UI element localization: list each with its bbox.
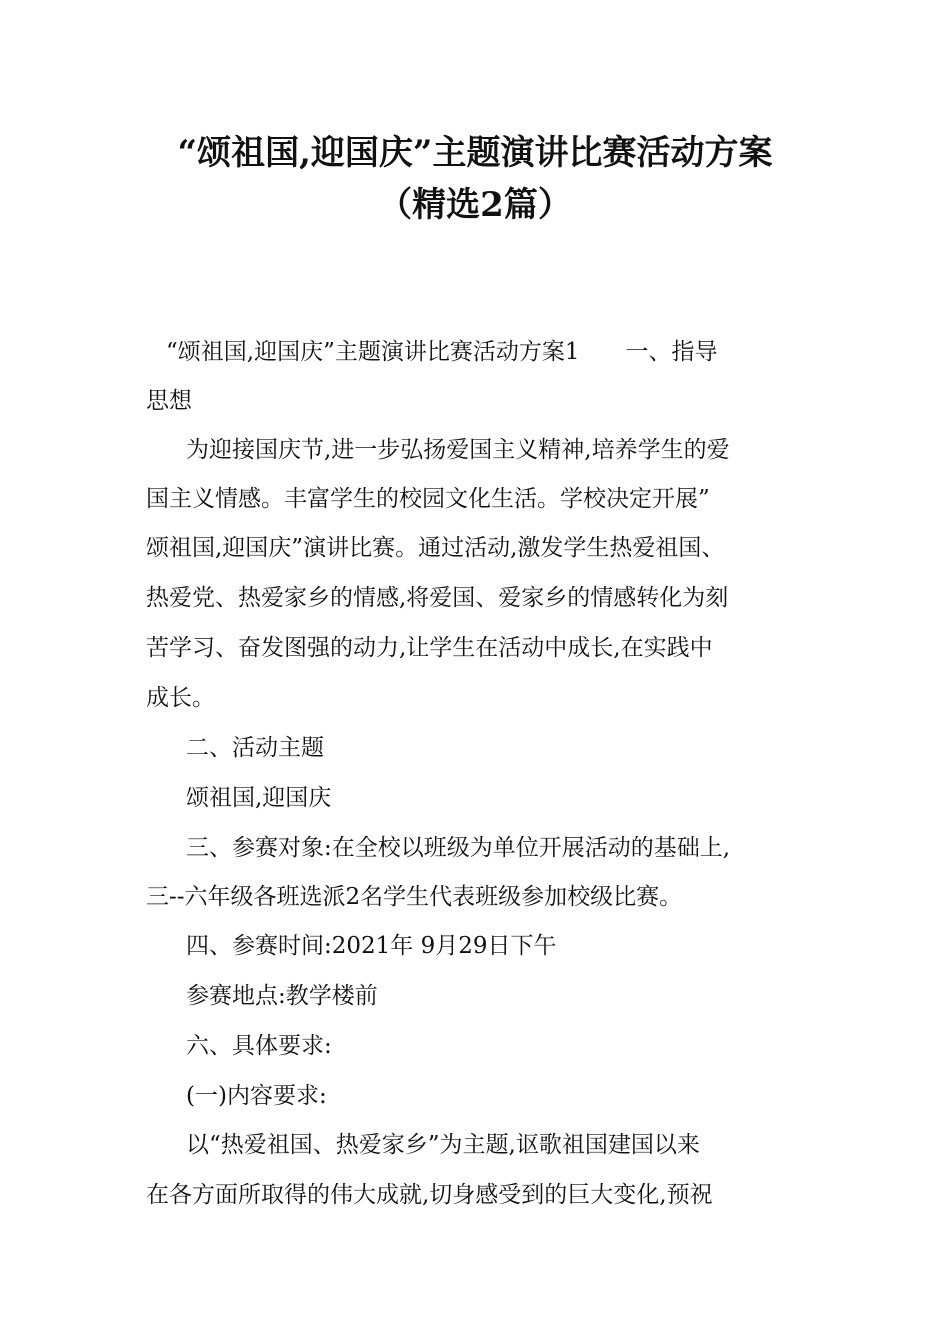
section-heading: 四、参赛时间:2021年 9月29日下午 <box>186 933 557 959</box>
paragraph-line: 为迎接国庆节,进一步弘扬爱国主义精神,培养学生的爱 <box>186 437 730 463</box>
paragraph-line: 苦学习、奋发图强的动力,让学生在活动中成长,在实践中 <box>146 635 713 661</box>
paragraph-line: 热爱党、热爱家乡的情感,将爱国、爱家乡的情感转化为刻 <box>146 585 729 611</box>
paragraph-line: 在各方面所取得的伟大成就,切身感受到的巨大变化,预祝 <box>146 1182 713 1208</box>
subsection-heading: (一)内容要求: <box>186 1083 327 1109</box>
paragraph-line: 三--六年级各班选派2名学生代表班级参加校级比赛。 <box>146 884 683 910</box>
section-heading: 二、活动主题 <box>186 735 324 761</box>
paragraph-line: 参赛地点:教学楼前 <box>186 983 378 1009</box>
section-heading: 三、参赛对象:在全校以班级为单位开展活动的基础上, <box>186 835 731 861</box>
paragraph-line: 颂祖国,迎国庆 <box>186 785 332 811</box>
paragraph-line: 以“热爱祖国、热爱家乡”为主题,讴歌祖国建国以来 <box>186 1132 700 1158</box>
document-title-line-1: “颂祖国,迎国庆”主题演讲比赛活动方案 <box>177 133 773 173</box>
document-title-line-2: （精选2篇） <box>378 185 572 225</box>
paragraph-line: 国主义情感。丰富学生的校园文化生活。学校决定开展” <box>146 486 710 512</box>
paragraph-line: 成长。 <box>146 685 215 711</box>
section-1-heading-line: “颂祖国,迎国庆”主题演讲比赛活动方案1 一、指导 <box>166 339 718 365</box>
paragraph-line: 颂祖国,迎国庆”演讲比赛。通过活动,激发学生热爱祖国、 <box>146 535 725 561</box>
section-heading: 六、具体要求: <box>186 1033 332 1059</box>
paragraph-line: 思想 <box>146 388 192 414</box>
